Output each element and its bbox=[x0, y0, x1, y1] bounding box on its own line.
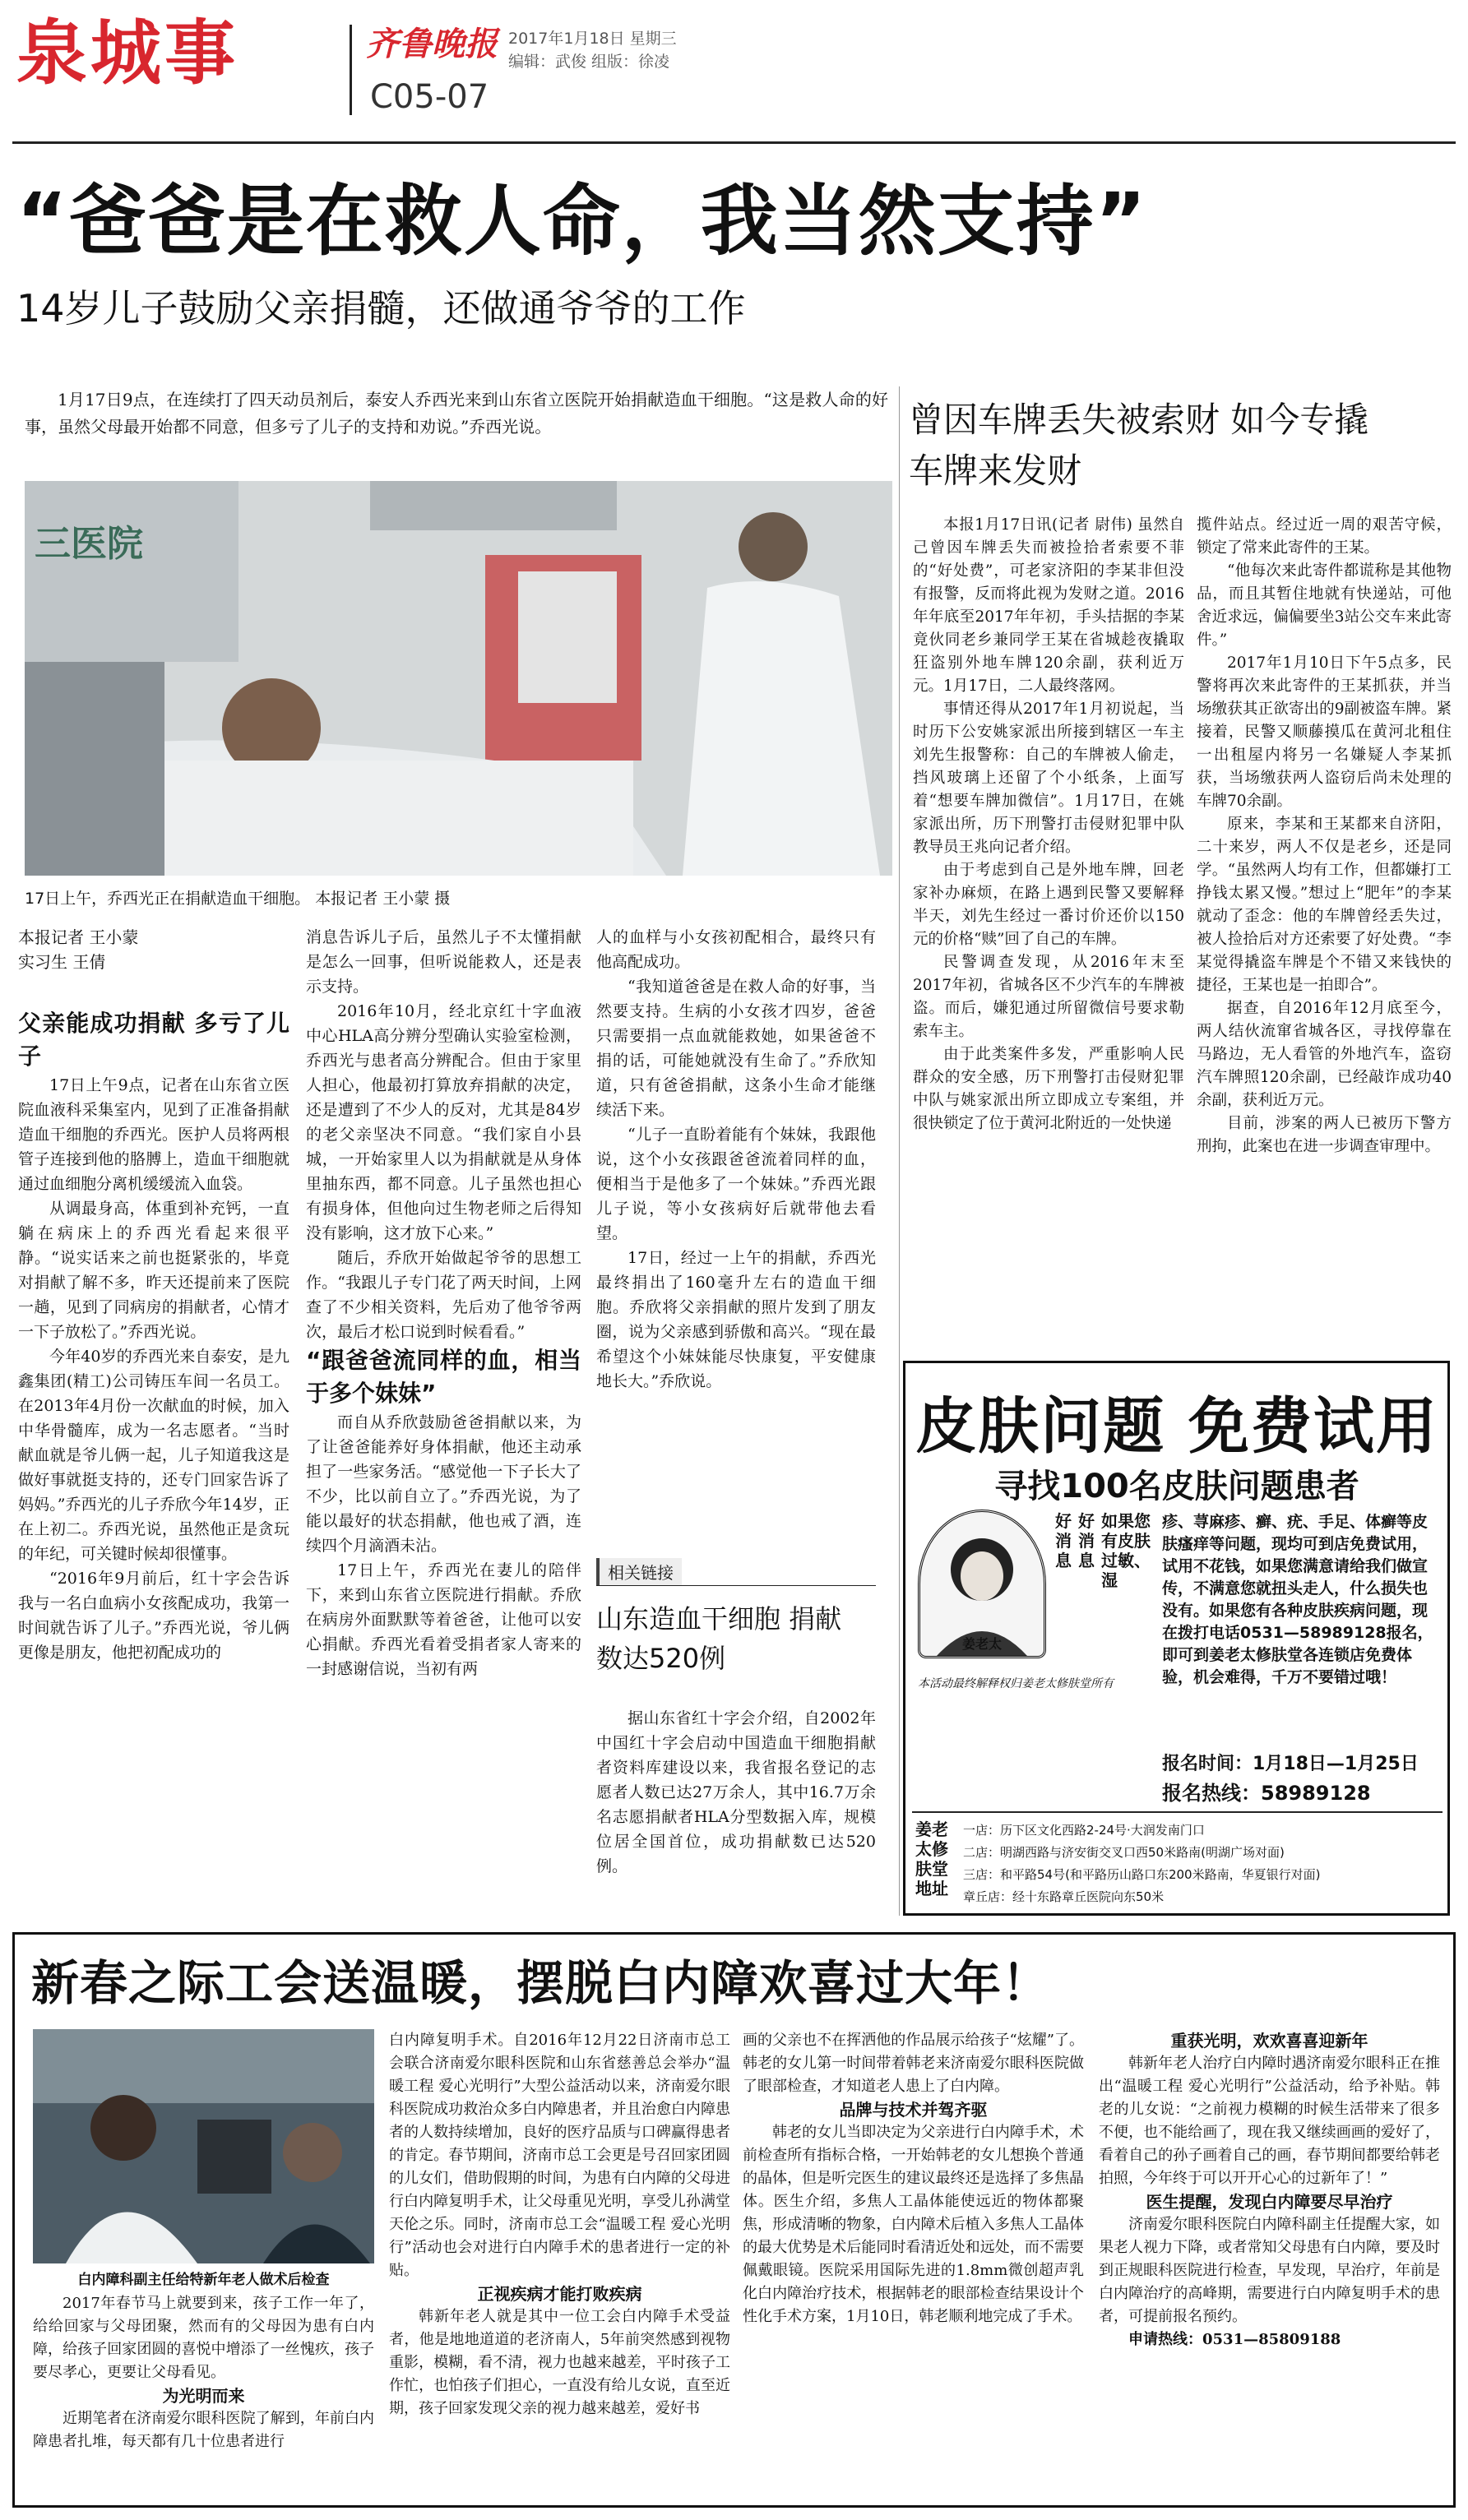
address-1: 一店：历下区文化西路2-24号·大润发南门口 bbox=[963, 1823, 1205, 1838]
vertical-text-2: 好消息 bbox=[1078, 1511, 1095, 1570]
paragraph: 而自从乔欣鼓励爸爸捐献以来，为了让爸爸能养好身体捐献，他还主动承担了一些家务活。“感觉他一下子长大了不少，比以前自立了。”乔西光说，为了能以最好的状态捐献，他也戒了酒，连续四个月滴酒未沾。 bbox=[306, 1413, 581, 1555]
skin-ad-rule bbox=[912, 1811, 1443, 1813]
skin-ad-body: 疹、荨麻疹、癣、疣、手足、体癣等皮肤瘙痒等问题，现均可到店免费试用，试用不花钱，如果您满意请给我们做宣传，不满意您就扭头走人，什么损失也没有。如果您有各种皮肤疾病问题，现在拨打电话0531—58989128报名，即可到姜老太修肤堂各连锁店免费体验，机会难得，千万不要错过哦！ bbox=[1162, 1513, 1433, 1686]
byline-reporter: 本报记者 王小蒙 bbox=[18, 927, 139, 947]
address-list bbox=[963, 1819, 1444, 1908]
address-3: 三店：和平路54号(和平路历山路口东200米路南，华夏银行对面) bbox=[963, 1867, 1321, 1882]
paragraph: “2016年9月前后，红十字会告诉我与一名白血病小女孩配成功，我第一时间就告诉了儿子。”乔西光说，爷儿俩更像是朋友，他把初配成功的 bbox=[18, 1570, 289, 1662]
exam-photo-scene bbox=[33, 2029, 374, 2263]
story2-headline: 曾因车牌丢失被索财 如今专撬车牌来发财 bbox=[909, 400, 1369, 491]
masthead-rule bbox=[12, 141, 1456, 144]
exam-photo bbox=[33, 2029, 374, 2263]
paragraph: “我知道爸爸是在救人命的好事，当然要支持。生病的小女孩才四岁，爸爸只需要捐一点血就能救她，如果爸爸不捐的话，可能她就没有生命了。”乔欣知道，只有爸爸捐献，这条小生命才能继续活下来。 bbox=[596, 978, 876, 1119]
cataract-col1: 2017年春节马上就要到来，孩子工作一年了，给给回家与父母团聚，然而有的父母因为患有白内障，给孩子回家团圆的喜悦中增添了一丝愧疚，孩子要尽孝心，更要让父母看见。 为光明而来 近期笔者在济南爱尔眼科医院了解到，年前白内障患者扎堆，每天都有几十位患者进行 bbox=[33, 2295, 374, 2450]
cataract-sub-c: 品牌与技术并驾齐驱 bbox=[839, 2100, 988, 2120]
paragraph: 随后，乔欣开始做起爷爷的思想工作。“我跟儿子专门花了两天时间，上网查了不少相关资料，先后劝了他爷爷两次，最后才松口说到时候看看。” bbox=[306, 1249, 581, 1341]
paper-logo: 齐鲁晚报 bbox=[366, 25, 498, 63]
editors: 编辑：武俊 组版：徐凌 bbox=[508, 53, 670, 71]
paragraph: 2016年10月，经北京红十字血液中心HLA高分辨分型确认实验室检测，乔西光与患者高分辨配合。但由于家里人担心，他最初打算放弃捐献的决定，还是遭到了不少人的反对，尤其是84岁的老父亲坚决不同意。“我们家自小县城，一开始家里人以为捐献就是从身体里抽东西，都不同意。儿子虽然也担心有损身体，但他向过生物老师之后得知没有影响，这才放下心来。” bbox=[306, 1002, 581, 1242]
page-number: C05-07 bbox=[370, 78, 489, 116]
related-headline: 山东造血干细胞 捐献数达520例 bbox=[596, 1603, 842, 1674]
section-title: 泉城事 bbox=[16, 12, 238, 95]
paragraph: 人的血样与小女孩初配相合，最终只有他高配成功。 bbox=[596, 928, 876, 971]
story2-col1: 本报1月17日讯(记者 尉伟) 虽然自己曾因车牌丢失而被捡拾者索要不菲的“好处费”，可老家济阳的李某非但没有报警，反而将此视为发财之道。2016年年底至2017年年初，手头拮据的李某竟伙同老乡兼同学王某在省城趁夜撬取狂盗别外地车牌120余副，获利近万元。1月17日，二人最终落网。 事情还得从2017年1月初说起，当时历下公安姚家派出所接到辖区一车主刘先生报警称：自己的车牌被人偷走，挡风玻璃上还留了个小纸条，上面写着“想要车牌加微信”。1月17日，在姚家派出所，历下刑警打击侵财犯罪中队教导员王兆向记者介绍。 由于考虑到自己是外地车牌，回老家补办麻烦，在路上遇到民警又要解释半天，刘先生经过一番讨价还价以150元的价格“赎”回了自己的车牌。 民警调查发现，从2016年末至2017年初，省城各区不少汽车的车牌被盗。而后，嫌犯通过所留微信号要求勒索车主。 由于此类案件多发，严重影响人民群众的安全感，历下刑警打击侵财犯罪中队与姚家派出所立即成立专案组，并很快锁定了位于黄河北附近的一处快递 bbox=[913, 516, 1184, 1132]
address-4: 章丘店：经十东路章丘医院向东50米 bbox=[963, 1889, 1165, 1904]
donation-photo-scene bbox=[25, 481, 892, 876]
main-headline: “爸爸是在救人命，我当然支持” bbox=[16, 177, 1148, 266]
address-2: 二店：明湖西路与济安街交叉口西50米路南(明湖广场对面) bbox=[963, 1845, 1285, 1860]
cataract-ad-headline: 新春之际工会送温暖，摆脱白内障欢喜过大年！ bbox=[31, 1955, 1051, 2011]
subhead-1: 父亲能成功捐献 多亏了儿子 bbox=[18, 1010, 289, 1070]
column-divider bbox=[899, 386, 900, 1916]
skin-ad-subtitle: 寻找100名皮肤问题患者 bbox=[994, 1468, 1359, 1505]
brand-portrait bbox=[918, 1510, 1046, 1658]
vertical-text-1: 好消息 bbox=[1055, 1511, 1072, 1570]
cataract-hotline: 申请热线：0531—85809188 bbox=[1128, 2331, 1341, 2348]
story1-col3 bbox=[596, 925, 876, 1517]
skin-ad-title: 皮肤问题 免费试用 bbox=[915, 1391, 1438, 1462]
byline-intern: 实习生 王倩 bbox=[18, 952, 106, 972]
story2-col2: 揽件站点。经过近一周的艰苦守候，锁定了常来此寄件的王某。 “他每次来此寄件都谎称是其他物品，而且其暂住地就有快递站，可他舍近求远，偏偏要坐3站公交车来此寄件。” 2017年1月10日下午5点多，民警将再次来此寄件的王某抓获，并当场缴获其正欲寄出的9副被盗车牌。紧接着，民警又顺藤摸瓜在黄河北租住一出租屋内将另一名嫌疑人李某抓获，当场缴获两人盗窃后尚未处理的车牌70余副。 原来，李某和王某都来自济阳，二十来岁，两人不仅是老乡，还是同学。“虽然两人均有工作，但都嫌打工挣钱太累又慢。”想过上“肥年”的李某就动了歪念：他的车牌曾经丢失过，被人捡拾后对方还索要了好处费。“李某觉得撬盗车牌是个不错又来钱快的捷径，王某也是一拍即合”。 据查，自2016年12月底至今，两人结伙流窜省城各区，寻找停靠在马路边，无人看管的外地汽车，盗窃汽车牌照120余副，已经敲诈成功40余副，获利近万元。 目前，涉案的两人已被历下警方刑拘，此案也在进一步调查审理中。 bbox=[1197, 516, 1452, 1155]
exam-photo-caption: 白内障科副主任给特新年老人做术后检查 bbox=[77, 2272, 330, 2288]
brand-stamp-text: 姜老太 bbox=[961, 1636, 1002, 1652]
related-body: 据山东省红十字会介绍，自2002年中国红十字会启动中国造血干细胞捐献者资料库建设以来，我省报名登记的志愿者人数已达27万余人，其中16.7万余名志愿捐献者HLA分型数据入库，规模位居全国首位，成功捐献数已达520例。 bbox=[596, 1709, 876, 1875]
paragraph: 17日，经过一上午的捐献，乔西光最终捐出了160毫升左右的造血干细胞。乔欣将父亲捐献的照片发到了朋友圈，说为父亲感到骄傲和高兴。“现在最希望这个小妹妹能尽快康复，平安健康地长大。”乔欣说。 bbox=[596, 1249, 876, 1390]
skin-ad-date: 报名时间：1月18日—1月25日 bbox=[1162, 1754, 1419, 1774]
story1-col2 bbox=[306, 925, 581, 1912]
masthead bbox=[0, 0, 1468, 140]
cataract-col3: 画的父亲也不在挥洒他的作品展示给孩子“炫耀”了。韩老的女儿第一时间带着韩老来济南爱尔眼科医院做了眼部检查，才知道老人患上了白内障。 品牌与技术并驾齐驱 韩老的女儿当即决定为父亲进行白内障手术，术前检查所有指标合格，一开始韩老的女儿想换个普通的晶体，但是听完医生的建议最终还是选择了多焦晶体。医生介绍，多焦人工晶体能使远近的物体都聚焦，形成清晰的物象，白内障术后植入多焦人工晶体的最大优势是术后能同时看清近处和远处，而不需要佩戴眼镜。医院采用国际先进的1.8mm微创超声乳化白内障治疗技术，根据韩老的眼部检查结果设计个性化手术方案，1月10日，韩老顺利地完成了手术。 bbox=[743, 2032, 1084, 2325]
subhead-2: “跟爸爸流同样的血，相当于多个妹妹” bbox=[306, 1347, 581, 1407]
address-heading: 姜老太修肤堂地址 bbox=[915, 1819, 948, 1898]
paragraph: 从调最身高，体重到补充钙，一直躺在病床上的乔西光看起来很平静。“说实话来之前也挺紧张的，毕竟对捐献了解不多，昨天还提前来了医院一趟，见到了同病房的捐献者，心情才一下子放松了。”乔西光说。 bbox=[18, 1200, 289, 1341]
related-rule bbox=[596, 1585, 876, 1586]
paragraph: “儿子一直盼着能有个妹妹，我跟他说，这个小女孩跟爸爸流着同样的血，便相当于是他多了一个妹妹。”乔西光跟儿子说，等小女孩病好后就带他去看望。 bbox=[596, 1126, 876, 1242]
cataract-col2: 白内障复明手术。自2016年12月22日济南市总工会联合济南爱尔眼科医院和山东省慈善总会举办“温暖工程 爱心光明行”大型公益活动以来，济南爱尔眼科医院成功救治众多白内障患者，并且治愈白内障患者的人数持续增加，良好的医疗品质与口碑赢得患者的肯定。春节期间，济南市总工会更是号召回家团圆的儿女们，借助假期的时间，为患有白内障的父母进行白内障复明手术，让父母重见光明，享受儿孙满堂天伦之乐。同时，济南市总工会“温暖工程 爱心光明行”活动也会对进行白内障手术的患者进行一定的补贴。 正视疾病才能打败疾病 韩新年老人就是其中一位工会白内障手术受益者，他是地地道道的老济南人，5年前突然感到视物重影，模糊，看不清，视力也越来越差，平时孩子工作忙，也怕孩子们担心，一直没有给儿女说，直至近期，孩子回家发现父亲的视力越来越差，爱好书 bbox=[389, 2032, 730, 2417]
paragraph: 17日上午，乔西光在妻儿的陪伴下，来到山东省立医院进行捐献。乔欣在病房外面默默等着爸爸，让他可以安心捐献。乔西光看着受捐者家人寄来的一封感谢信说，当初有两 bbox=[306, 1561, 581, 1678]
cataract-sub-a: 为光明而来 bbox=[162, 2386, 245, 2406]
masthead-divider bbox=[350, 25, 352, 115]
skin-ad-fineprint: 本活动最终解释权归姜老太修肤堂所有 bbox=[918, 1677, 1114, 1690]
photo-caption: 17日上午，乔西光正在捐献造血干细胞。 本报记者 王小蒙 摄 bbox=[25, 890, 451, 908]
cataract-sub-e: 医生提醒，发现白内障要尽早治疗 bbox=[1146, 2192, 1393, 2212]
hospital-sign: 三医院 bbox=[35, 523, 143, 565]
story1-col1 bbox=[18, 925, 289, 1912]
paragraph: 今年40岁的乔西光来自泰安，是九鑫集团(精工)公司铸压车间一名员工。在2013年4月份一次献血的时候，加入中华骨髓库，成为一名志愿者。“当时献血就是爷儿俩一起，儿子知道我这是做好事就挺支持的，还专门回家告诉了妈妈。”乔西光的儿子乔欣今年14岁，正在上初二。乔西光说，虽然他正是贪玩的年纪，可关键时候却很懂事。 bbox=[18, 1348, 289, 1563]
skin-ad bbox=[903, 1361, 1450, 1916]
cataract-col4: 重获光明，欢欢喜喜迎新年 韩新年老人治疗白内障时遇济南爱尔眼科正在推出“温暖工程 爱心光明行”公益活动，给予补贴。韩老的儿女说：“之前视力模糊的时候生活带来了很多不便，也不能给画了，现在我又继续画画的爱好了，看着自己的孙子画着自己的画，春节期间都要给韩老拍照，今年终于可以开开心心的过新年了！” 医生提醒，发现白内障要尽早治疗 济南爱尔眼科医院白内障科副主任提醒大家，如果老人视力下降，或者常知父母患有白内障，要及时到正规眼科医院进行检查，早发现，早治疗，年前是白内障治疗的高峰期，需要进行白内障复明手术的患者，可提前报名预约。 申请热线：0531—85809188 bbox=[1099, 2029, 1440, 2498]
paragraph: 消息告诉儿子后，虽然儿子不太懂捐献是怎么一回事，但听说能救人，还是表示支持。 bbox=[306, 928, 581, 996]
main-subhead: 14岁儿子鼓励父亲捐髓，还做通爷爷的工作 bbox=[16, 286, 746, 331]
issue-date: 2017年1月18日 星期三 bbox=[508, 30, 677, 48]
story1-lede: 1月17日9点，在连续打了四天动员剂后，泰安人乔西光来到山东省立医院开始捐献造血干细胞。“这是救人命的好事，虽然父母最开始都不同意，但多亏了儿子的支持和劝说。”乔西光说。 bbox=[25, 390, 888, 437]
cataract-ad bbox=[12, 1932, 1456, 2508]
vertical-text-3: 如果您有皮肤过敏、湿 bbox=[1101, 1511, 1151, 1590]
skin-ad-phone: 报名热线：58989128 bbox=[1162, 1782, 1371, 1805]
paragraph: 17日上午9点，记者在山东省立医院血液科采集室内，见到了正准备捐献造血干细胞的乔西光。医护人员将两根管子连接到他的胳膊上，造血干细胞就通过血细胞分离机缓缓流入血袋。 bbox=[18, 1076, 289, 1193]
related-tag: 相关链接 bbox=[596, 1558, 682, 1585]
cataract-sub-b: 正视疾病才能打败疾病 bbox=[477, 2284, 642, 2304]
cataract-sub-d: 重获光明，欢欢喜喜迎新年 bbox=[1170, 2031, 1368, 2051]
donation-photo bbox=[25, 481, 892, 876]
